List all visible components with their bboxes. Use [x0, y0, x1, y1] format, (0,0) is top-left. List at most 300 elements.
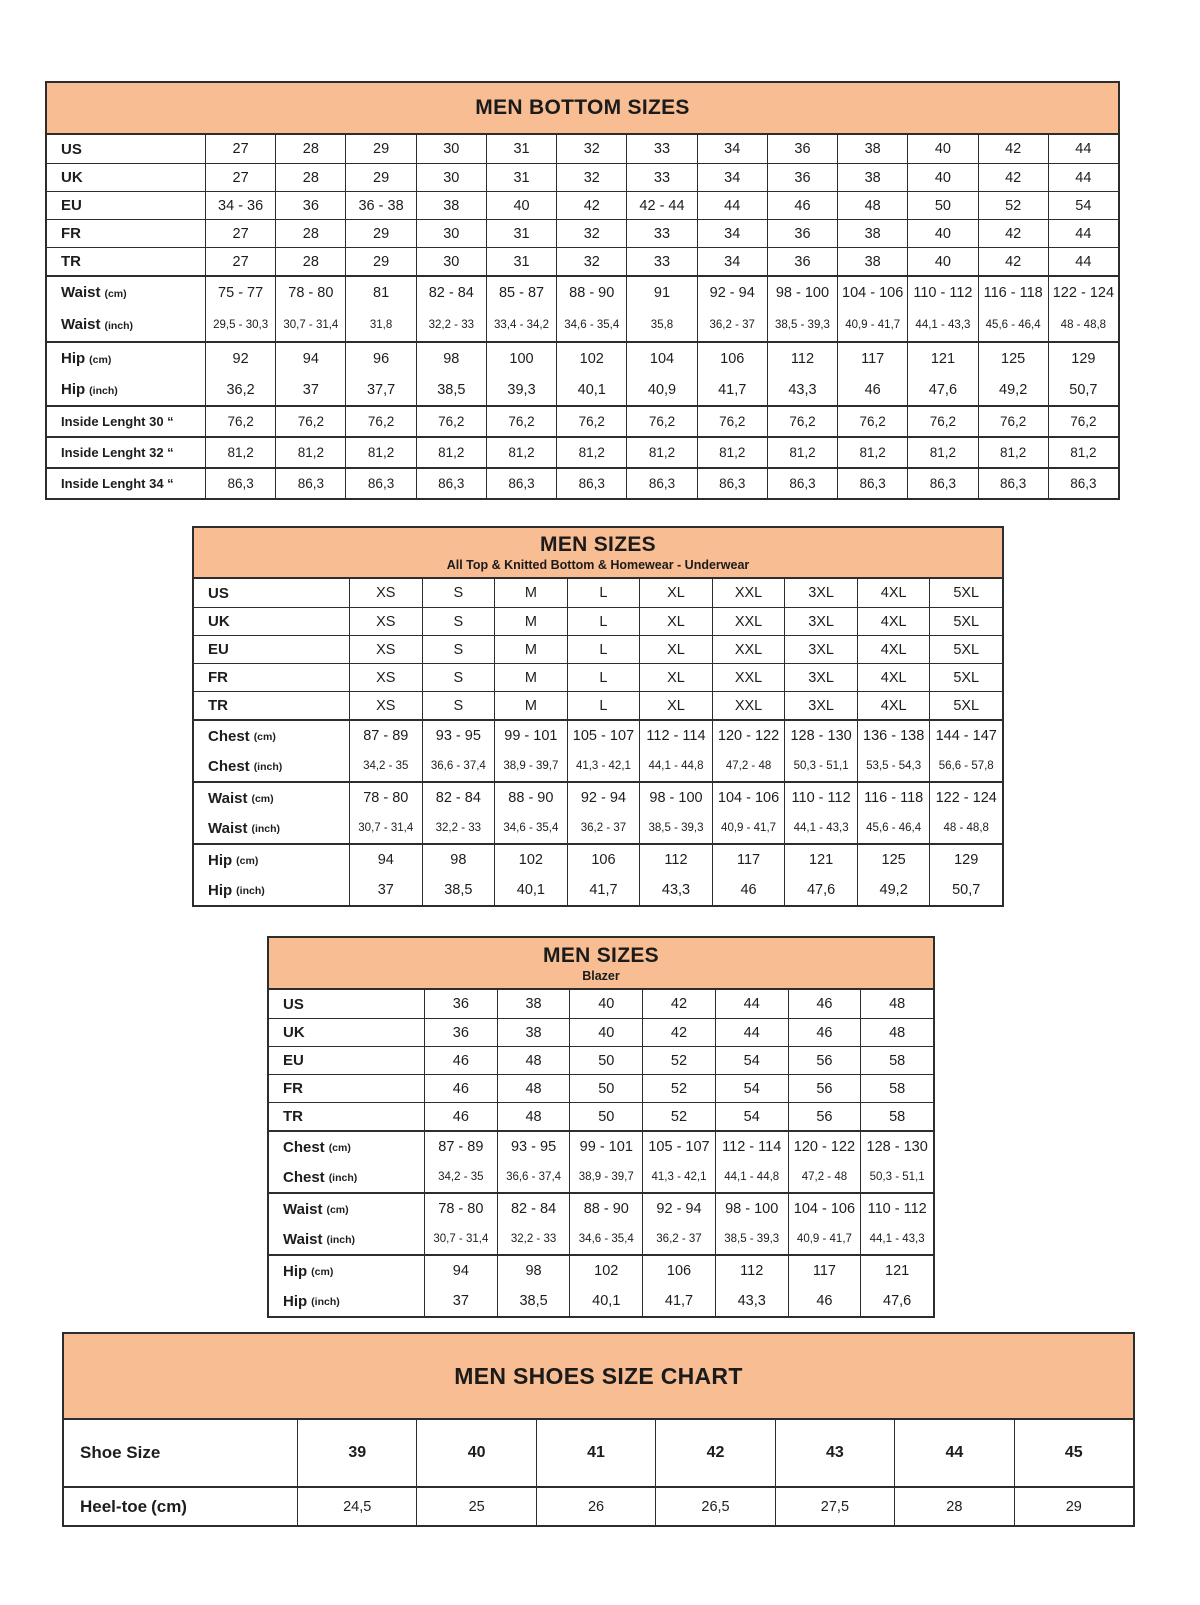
row-label-text: TR [61, 253, 81, 270]
table-cell: 44 [715, 1019, 788, 1046]
table-cell: 46 [712, 875, 785, 905]
table-cell: XXL [712, 608, 785, 635]
table-cell: 106 [642, 1256, 715, 1286]
row-label-unit: (inch) [328, 1172, 358, 1184]
table-cell: 50 [569, 1103, 642, 1130]
table-cell: 144 - 147 [929, 721, 1002, 751]
row-label-unit: (cm) [311, 1266, 334, 1278]
table-cell: 86,3 [1048, 469, 1118, 498]
table-cell: 76,2 [275, 407, 345, 436]
table-cell: 58 [860, 1075, 933, 1102]
table-cell: 88 - 90 [494, 783, 567, 813]
row-label [194, 721, 349, 751]
table-cell: 4XL [857, 664, 930, 691]
table-cell: 36 [767, 220, 837, 247]
table-cell: M [494, 608, 567, 635]
table-cell: 38,5 [497, 1286, 570, 1316]
table-cell: 30,7 - 31,4 [275, 308, 345, 341]
table-cell: 5XL [929, 636, 1002, 663]
table-cell: 33 [626, 248, 696, 275]
table-cell: 3XL [784, 664, 857, 691]
table-cell: 36 - 38 [345, 192, 415, 219]
table-cell: 38,5 - 39,3 [715, 1224, 788, 1254]
table-cell: 38,9 - 39,7 [494, 751, 567, 781]
row-label-text: Heel-toe [80, 1496, 148, 1516]
row-label [269, 1132, 424, 1162]
table-cell: 92 - 94 [642, 1194, 715, 1224]
table-cell: 54 [1048, 192, 1118, 219]
table-cell: 88 - 90 [556, 277, 626, 308]
row-group [64, 1420, 1133, 1486]
table-cell: 38,5 [416, 374, 486, 405]
table-cell: 31,8 [345, 308, 415, 341]
table-cell: 38,5 [422, 875, 495, 905]
table-cell: 46 [424, 1047, 497, 1074]
row-label-text: Hip [61, 381, 86, 398]
table-cell: 36 [767, 135, 837, 163]
table-cell: 29 [345, 248, 415, 275]
table-cell: S [422, 608, 495, 635]
table-row [269, 1256, 933, 1286]
row-label-text: Waist [208, 789, 248, 807]
table-cell: 32,2 - 33 [497, 1224, 570, 1254]
table-cell: 94 [424, 1256, 497, 1286]
table-cell: 28 [894, 1488, 1013, 1525]
row-label [47, 135, 205, 163]
table-cell: 98 - 100 [715, 1194, 788, 1224]
table-cell: 93 - 95 [497, 1132, 570, 1162]
row-label-text: FR [283, 1080, 303, 1097]
table-cell: 36,2 [205, 374, 275, 405]
table-cell: 94 [349, 845, 422, 875]
row-label-unit: (cm) [326, 1204, 349, 1216]
row-label-unit: (inch) [104, 319, 134, 332]
table-cell: 105 - 107 [567, 721, 640, 751]
table-cell: 3XL [784, 636, 857, 663]
table-cell: 44 [1048, 220, 1118, 247]
table-cell: 116 - 118 [978, 277, 1048, 308]
table-cell: 42 [655, 1420, 774, 1486]
table-cell: 81 [345, 277, 415, 308]
row-label-unit: (cm) [151, 1496, 187, 1516]
row-label [269, 1286, 424, 1316]
table-cell: 42 [642, 1019, 715, 1046]
table-cell: 121 [784, 845, 857, 875]
row-label-text: Inside Lenght 30 “ [61, 414, 174, 429]
table-cell: 36,2 - 37 [642, 1224, 715, 1254]
table-cell: 54 [715, 1047, 788, 1074]
table-cell: 106 [697, 343, 767, 374]
row-label [194, 692, 349, 719]
table-cell: 34,6 - 35,4 [556, 308, 626, 341]
table-cell: 38 [497, 1019, 570, 1046]
table-cell: 112 [639, 845, 712, 875]
table-cell: 28 [275, 164, 345, 191]
table-cell: 58 [860, 1047, 933, 1074]
row-label-unit: (cm) [328, 1142, 351, 1154]
table-cell: 42 [556, 192, 626, 219]
table-cell: 31 [486, 248, 556, 275]
table-cell: XL [639, 664, 712, 691]
table-cell: L [567, 664, 640, 691]
table-cell: 38 [837, 164, 907, 191]
row-label-text: EU [61, 197, 82, 214]
table-cell: 37 [424, 1286, 497, 1316]
row-label [47, 438, 205, 467]
table-cell: 42 - 44 [626, 192, 696, 219]
table-cell: XXL [712, 579, 785, 607]
table-cell: 36,6 - 37,4 [422, 751, 495, 781]
table-cell: 36 [767, 164, 837, 191]
table-cell: 81,2 [907, 438, 977, 467]
table-cell: 27,5 [775, 1488, 894, 1525]
table-cell: 98 - 100 [639, 783, 712, 813]
table-row [47, 277, 1118, 308]
table-cell: 93 - 95 [422, 721, 495, 751]
table-cell: 42 [978, 248, 1048, 275]
row-label-unit: (inch) [253, 761, 283, 773]
table-cell: 40 [907, 164, 977, 191]
table-cell: 105 - 107 [642, 1132, 715, 1162]
table-cell: 44 [894, 1420, 1013, 1486]
row-label [194, 751, 349, 781]
table-row [47, 308, 1118, 341]
row-label-unit: (inch) [251, 823, 281, 835]
table-cell: 86,3 [275, 469, 345, 498]
table-row [47, 191, 1118, 219]
table-cell: 47,6 [860, 1286, 933, 1316]
row-group [47, 405, 1118, 436]
table-cell: 40,9 [626, 374, 696, 405]
table-cell: 98 [422, 845, 495, 875]
table-cell: 46 [424, 1103, 497, 1130]
table-cell: 86,3 [907, 469, 977, 498]
row-label-text: UK [208, 613, 230, 630]
row-label-text: UK [61, 169, 83, 186]
table-cell: 47,6 [784, 875, 857, 905]
table-cell: M [494, 636, 567, 663]
table-cell: L [567, 579, 640, 607]
table-cell: 40,9 - 41,7 [788, 1224, 861, 1254]
table-row [47, 343, 1118, 374]
table-cell: 4XL [857, 579, 930, 607]
row-label [47, 248, 205, 275]
table-cell: 39,3 [486, 374, 556, 405]
table-cell: 5XL [929, 692, 1002, 719]
table-cell: 34,2 - 35 [349, 751, 422, 781]
table-cell: 44 [1048, 135, 1118, 163]
table-cell: 122 - 124 [929, 783, 1002, 813]
table-cell: 5XL [929, 664, 1002, 691]
table-cell: 99 - 101 [569, 1132, 642, 1162]
table-cell: 41 [536, 1420, 655, 1486]
table-cell: 29,5 - 30,3 [205, 308, 275, 341]
table-cell: 41,7 [567, 875, 640, 905]
table-cell: 58 [860, 1103, 933, 1130]
table-row [47, 438, 1118, 467]
table-cell: 38 [837, 248, 907, 275]
table-cell: 33 [626, 164, 696, 191]
table-cell: XL [639, 579, 712, 607]
table-row [194, 663, 1002, 691]
table-cell: 42 [978, 220, 1048, 247]
table-cell: 38,5 - 39,3 [639, 813, 712, 843]
table-cell: 76,2 [556, 407, 626, 436]
table-cell: 56,6 - 57,8 [929, 751, 1002, 781]
table-cell: 36 [767, 248, 837, 275]
table-row [194, 691, 1002, 719]
table-cell: 49,2 [978, 374, 1048, 405]
table-cell: 136 - 138 [857, 721, 930, 751]
table-cell: 121 [907, 343, 977, 374]
table-cell: 46 [788, 1019, 861, 1046]
row-group [47, 467, 1118, 498]
row-label [269, 1047, 424, 1074]
table-cell: XXL [712, 636, 785, 663]
table-cell: 36 [275, 192, 345, 219]
row-group [269, 1254, 933, 1316]
table-cell: 54 [715, 1075, 788, 1102]
table-row [194, 607, 1002, 635]
row-label [269, 1019, 424, 1046]
row-label-text: Waist [208, 819, 248, 837]
row-label-text: Waist [61, 316, 101, 333]
table-cell: XL [639, 608, 712, 635]
table-cell: 48 [497, 1075, 570, 1102]
table-cell: 46 [837, 374, 907, 405]
table-cell: 36,2 - 37 [697, 308, 767, 341]
row-label-text: EU [283, 1052, 304, 1069]
table-cell: 53,5 - 54,3 [857, 751, 930, 781]
table-cell: 50 [569, 1047, 642, 1074]
table-cell: 129 [1048, 343, 1118, 374]
table-row [194, 751, 1002, 781]
table-cell: 44 [1048, 248, 1118, 275]
table-cell: M [494, 692, 567, 719]
table-cell: 92 - 94 [567, 783, 640, 813]
table-cell: 81,2 [345, 438, 415, 467]
table-cell: 112 - 114 [715, 1132, 788, 1162]
table-cell: 81,2 [275, 438, 345, 467]
table-cell: 47,6 [907, 374, 977, 405]
table-cell: 44 [697, 192, 767, 219]
table-cell: 102 [569, 1256, 642, 1286]
table-row [64, 1488, 1133, 1525]
table-cell: 125 [978, 343, 1048, 374]
table-cell: L [567, 608, 640, 635]
table-row [64, 1420, 1133, 1486]
table-row [269, 1194, 933, 1224]
table-cell: 45,6 - 46,4 [857, 813, 930, 843]
table-cell: 117 [837, 343, 907, 374]
row-label [47, 192, 205, 219]
row-label-text: UK [283, 1024, 305, 1041]
table-cell: 81,2 [1048, 438, 1118, 467]
table-cell: 34 - 36 [205, 192, 275, 219]
table-cell: 30 [416, 135, 486, 163]
table-cell: XL [639, 636, 712, 663]
table-cell: 81,2 [978, 438, 1048, 467]
table-cell: 28 [275, 220, 345, 247]
table-cell: 78 - 80 [424, 1194, 497, 1224]
table-cell: 30 [416, 220, 486, 247]
row-label [269, 1103, 424, 1130]
men-sizes-tops-table [192, 526, 1004, 907]
table-row [47, 374, 1118, 405]
table-cell: 4XL [857, 608, 930, 635]
row-label-text: US [61, 140, 82, 158]
table-cell: 48 [497, 1103, 570, 1130]
row-label [194, 875, 349, 905]
row-label-text: Waist [61, 284, 101, 301]
table-cell: 128 - 130 [860, 1132, 933, 1162]
table-row [47, 163, 1118, 191]
men-bottom-sizes-table [45, 81, 1120, 500]
table-cell: 86,3 [837, 469, 907, 498]
table-cell: 27 [205, 135, 275, 163]
table-cell: 110 - 112 [860, 1194, 933, 1224]
table-cell: 41,7 [642, 1286, 715, 1316]
table-cell: 37 [275, 374, 345, 405]
men-sizes-blazer-table [267, 936, 935, 1318]
table-cell: 29 [345, 164, 415, 191]
table-cell: XL [639, 692, 712, 719]
table-cell: 81,2 [767, 438, 837, 467]
table-cell: 32 [556, 248, 626, 275]
table-cell: 38 [497, 990, 570, 1018]
row-label-text: Waist [283, 1230, 323, 1248]
table-cell: 33 [626, 220, 696, 247]
table-cell: 112 [715, 1256, 788, 1286]
table-row [269, 1224, 933, 1254]
table-cell: 5XL [929, 579, 1002, 607]
row-label-text: Chest [208, 727, 250, 745]
row-group [269, 990, 933, 1130]
table-cell: 28 [275, 248, 345, 275]
table-cell: 44 [715, 990, 788, 1018]
row-group [269, 1192, 933, 1254]
row-label [269, 990, 424, 1018]
table-cell: 40 [569, 1019, 642, 1046]
row-label [269, 1162, 424, 1192]
row-label-text: US [208, 584, 229, 602]
men-shoes-size-chart-table [62, 1332, 1135, 1527]
table-cell: 85 - 87 [486, 277, 556, 308]
row-label [194, 636, 349, 663]
row-label-text: TR [283, 1108, 303, 1125]
table-cell: 92 [205, 343, 275, 374]
table-cell: 42 [978, 135, 1048, 163]
table-cell: 76,2 [205, 407, 275, 436]
table-row [269, 1132, 933, 1162]
table-cell: 104 [626, 343, 696, 374]
table-cell: 29 [345, 135, 415, 163]
row-label-unit: (cm) [251, 793, 274, 805]
table-cell: 44,1 - 44,8 [639, 751, 712, 781]
table-cell: 54 [715, 1103, 788, 1130]
table-title-band [194, 528, 1002, 579]
table-cell: 46 [788, 990, 861, 1018]
row-label-text: Shoe Size [80, 1443, 161, 1462]
table-cell: 50,3 - 51,1 [784, 751, 857, 781]
table-cell: 3XL [784, 692, 857, 719]
table-cell: 48 [837, 192, 907, 219]
table-cell: 98 [416, 343, 486, 374]
table-cell: 34,6 - 35,4 [569, 1224, 642, 1254]
row-label [269, 1256, 424, 1286]
table-cell: 34 [697, 164, 767, 191]
table-cell: 50,7 [929, 875, 1002, 905]
table-cell: 4XL [857, 636, 930, 663]
table-title-band [269, 938, 933, 990]
table-cell: 3XL [784, 579, 857, 607]
table-cell: XS [349, 692, 422, 719]
table-cell: 36 [424, 1019, 497, 1046]
table-cell: 121 [860, 1256, 933, 1286]
table-cell: 86,3 [626, 469, 696, 498]
table-cell: 37 [349, 875, 422, 905]
table-cell: 56 [788, 1047, 861, 1074]
table-cell: 33 [626, 135, 696, 163]
table-cell: 41,3 - 42,1 [567, 751, 640, 781]
table-cell: 96 [345, 343, 415, 374]
row-label-text: Hip [283, 1292, 308, 1310]
row-label-text: Inside Lenght 32 “ [61, 445, 174, 460]
table-cell: L [567, 692, 640, 719]
row-label [194, 783, 349, 813]
table-row [194, 813, 1002, 843]
table-cell: 76,2 [767, 407, 837, 436]
row-group [47, 436, 1118, 467]
table-cell: 38 [837, 135, 907, 163]
table-cell: 34 [697, 135, 767, 163]
table-cell: 52 [642, 1075, 715, 1102]
table-cell: 26 [536, 1488, 655, 1525]
row-label-text: TR [208, 697, 228, 714]
table-cell: 91 [626, 277, 696, 308]
table-cell: 86,3 [697, 469, 767, 498]
table-cell: 52 [978, 192, 1048, 219]
table-cell: 39 [297, 1420, 416, 1486]
table-cell: S [422, 579, 495, 607]
table-cell: 128 - 130 [784, 721, 857, 751]
table-cell: 44,1 - 44,8 [715, 1162, 788, 1192]
row-label [194, 608, 349, 635]
table-cell: S [422, 636, 495, 663]
table-cell: 76,2 [345, 407, 415, 436]
table-row [269, 1018, 933, 1046]
table-cell: 25 [416, 1488, 535, 1525]
table-row [269, 990, 933, 1018]
table-cell: M [494, 664, 567, 691]
table-cell: 27 [205, 248, 275, 275]
table-cell: 94 [275, 343, 345, 374]
table-cell: 24,5 [297, 1488, 416, 1525]
table-cell: 86,3 [205, 469, 275, 498]
row-label-text: Chest [283, 1138, 325, 1156]
table-cell: 122 - 124 [1048, 277, 1118, 308]
table-title: MEN SIZES [540, 533, 656, 556]
table-cell: 5XL [929, 608, 1002, 635]
table-cell: 50 [569, 1075, 642, 1102]
row-label-text: FR [208, 669, 228, 686]
table-cell: 87 - 89 [349, 721, 422, 751]
table-cell: 102 [556, 343, 626, 374]
table-cell: 38 [837, 220, 907, 247]
row-label-unit: (cm) [236, 855, 259, 867]
table-title: MEN SHOES SIZE CHART [454, 1362, 743, 1389]
table-cell: 37,7 [345, 374, 415, 405]
